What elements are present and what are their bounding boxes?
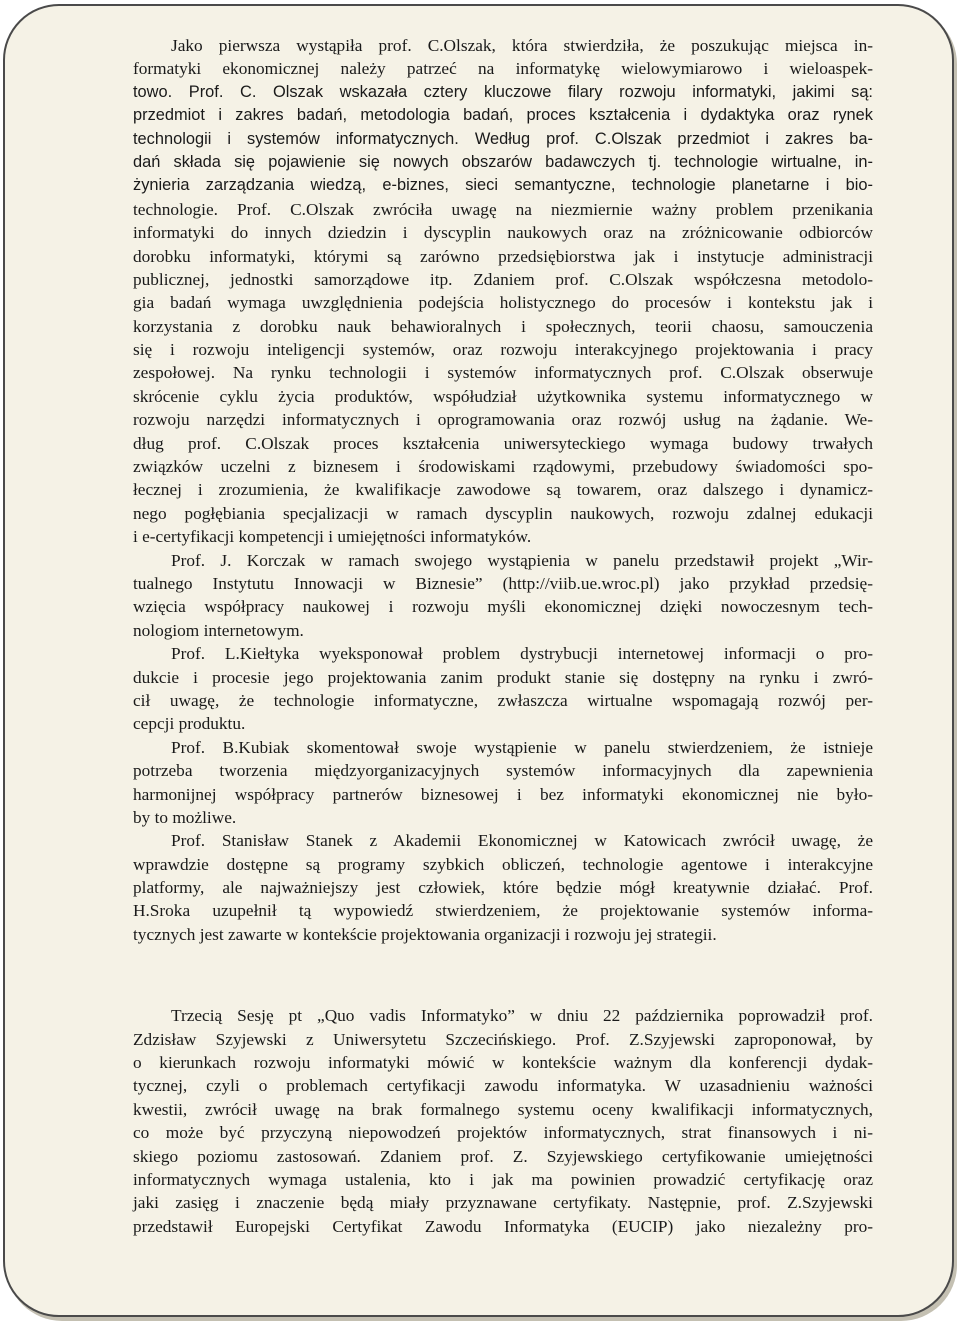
text-line: dorobku informatyki, którymi są zarówno przedsiębiorstwa jak i instytucje administracji <box>133 246 873 266</box>
text-line: dług prof. C.Olszak proces kształcenia uniwersyteckiego wymaga budowy trwałych <box>133 433 873 453</box>
text-line: publicznej, jednostki samorządowe itp. Zdaniem prof. C.Olszak współczesna metodolo- <box>133 269 873 289</box>
text-line: przedstawił Europejski Certyfikat Zawodu Informatyka (EUCIP) jako niezależny pro- <box>133 1216 873 1236</box>
text-line: jaki zasięg i znaczenie będą miały przyznawane certyfikaty. Następnie, prof. Z.Szyjewski <box>133 1193 873 1213</box>
text-line: dukcie i procesie jego projektowania zanim produkt stanie się dostępny na rynku i zwró- <box>133 667 873 687</box>
text-line: Zdzisław Szyjewski z Uniwersytetu Szczecińskiego. Prof. Z.Szyjewski zaproponował, by <box>133 1029 873 1049</box>
section-third-session <box>133 1004 873 1238</box>
text-line: Prof. L.Kiełtyka wyeksponował problem dystrybucji internetowej informacji o pro- <box>171 644 873 664</box>
text-line: i e-certyfikacji kompetencji i umiejętności informatyków. <box>133 527 532 547</box>
text-line: harmonijnej współpracy partnerów biznesowej i bez informatyki ekonomicznej nie było- <box>133 784 873 804</box>
section-gap <box>133 946 873 1004</box>
document-body <box>133 34 873 1238</box>
text-line: przedmiot i zakres badań, metodologia badań, proces kształcenia i dydaktyka oraz rynek <box>133 106 873 125</box>
text-line: Prof. B.Kubiak skomentował swoje wystąpienie w panelu stwierdzeniem, że istnieje <box>171 737 873 757</box>
text-line: potrzeba tworzenia międzyorganizacyjnych systemów informacyjnych dla zapewnienia <box>133 761 873 781</box>
text-line: rozwoju narzędzi informatycznych i oprogramowania oraz rozwój usług na żądanie. We- <box>133 410 873 430</box>
text-line: tycznej, czyli o problemach certyfikacji zawodu informatyka. W uzasadnieniu ważności <box>133 1076 873 1096</box>
text-line: formatyki ekonomicznej należy patrzeć na informatykę wielowymiarowo i wieloaspek- <box>133 59 873 79</box>
text-line: się i rozwoju inteligencji systemów, oraz rozwoju interakcyjnego projektowania i pracy <box>133 340 873 360</box>
text-line: żynieria zarządzania wiedzą, e-biznes, sieci semantyczne, technologie planetarne i bio- <box>133 176 873 195</box>
text-line: kwestii, zwrócił uwagę na brak formalnego systemu oceny kwalifikacji informatycznych, <box>133 1099 873 1119</box>
text-line: zespołowej. Na rynku technologii i systemów informatycznych prof. C.Olszak obserwuje <box>133 363 873 383</box>
text-line: o kierunkach rozwoju informatyki mówić w kontekście ważnym dla konferencji dydak- <box>133 1053 873 1073</box>
text-line: cił uwagę, że technologie informatyczne, zwłaszcza wirtualne wspomagają rozwój per- <box>133 690 873 710</box>
text-line: korzystania z dorobku nauk behawioralnych i społecznych, teorii chaosu, samouczenia <box>133 316 873 336</box>
text-line: informatyki do innych dziedzin i dyscyplin naukowych oraz na zróżnicowanie odbiorców <box>133 223 873 243</box>
text-line: Trzecią Sesję pt „Quo vadis Informatyko” w dniu 22 października poprowadził prof. <box>171 1006 873 1026</box>
text-line: Prof. J. Korczak w ramach swojego wystąpienia w panelu przedstawił projekt „Wir- <box>171 550 873 570</box>
section-panel-discussion <box>133 34 873 946</box>
text-line: co może być przyczyną niepowodzeń projektów informatycznych, strat finansowych i ni- <box>133 1123 873 1143</box>
text-line: cepcji produktu. <box>133 714 246 734</box>
text-line: gia badań wymaga uwzględnienia podejścia holistycznego do procesów i kontekstu jak i <box>133 293 873 313</box>
text-line: skrócenie cyklu życia produktów, współudział użytkownika systemu informatycznego w <box>133 386 873 406</box>
text-line: nologiom internetowym. <box>133 620 304 640</box>
text-line: tualnego Instytutu Innowacji w Biznesie” (http://viib.ue.wroc.pl) jako przykład przedsię- <box>133 573 873 593</box>
text-line: skiego poziomu zastosowań. Zdaniem prof. Z. Szyjewskiego certyfikowanie umiejętności <box>133 1146 873 1166</box>
text-line: nego pogłębiania specjalizacji w ramach dyscyplin naukowych, rozwoju zdalnej edukacji <box>133 503 873 523</box>
text-line: tycznych jest zawarte w kontekście projektowania organizacji i rozwoju jej strategii. <box>133 924 717 944</box>
text-line: H.Sroka uzupełnił tą wypowiedź stwierdzeniem, że projektowanie systemów informa- <box>133 901 873 921</box>
text-line: platformy, ale najważniejszy jest człowiek, które będzie mógł kreatywnie działać. Prof. <box>133 878 873 898</box>
text-line: wprawdzie dostępne są programy szybkich obliczeń, technologie agentowe i interakcyjne <box>133 854 873 874</box>
text-line: technologie. Prof. C.Olszak zwróciła uwagę na niezmiernie ważny problem przenikania <box>133 199 873 219</box>
text-line: technologii i systemów informatycznych. Według prof. C.Olszak przedmiot i zakres ba- <box>133 129 873 148</box>
text-line: wzięcia współpracy naukowej i rozwoju myśli ekonomicznej dzięki nowoczesnym tech- <box>133 597 873 617</box>
text-line: Prof. Stanisław Stanek z Akademii Ekonomicznej w Katowicach zwrócił uwagę, że <box>171 831 873 851</box>
text-line: Jako pierwsza wystąpiła prof. C.Olszak, która stwierdziła, że poszukując miejsca in- <box>171 36 873 55</box>
text-line: by to możliwe. <box>133 807 237 827</box>
text-line: towo. Prof. C. Olszak wskazała cztery kluczowe filary rozwoju informatyki, jakimi są: <box>133 82 873 101</box>
text-line: informatycznych wymaga ustalenia, kto i jak ma powinien prowadzić certyfikację oraz <box>133 1169 873 1189</box>
text-line: związków uczelni z biznesem i środowiskami rządowymi, przebudowy świadomości spo- <box>133 457 873 477</box>
text-line: dań składa się pojawienie się nowych obszarów badawczych tj. technologie wirtualne, in- <box>133 152 873 171</box>
text-line: łecznej i zrozumienia, że kwalifikacje zawodowe są towarem, oraz dalszego i dynamicz- <box>133 480 873 500</box>
